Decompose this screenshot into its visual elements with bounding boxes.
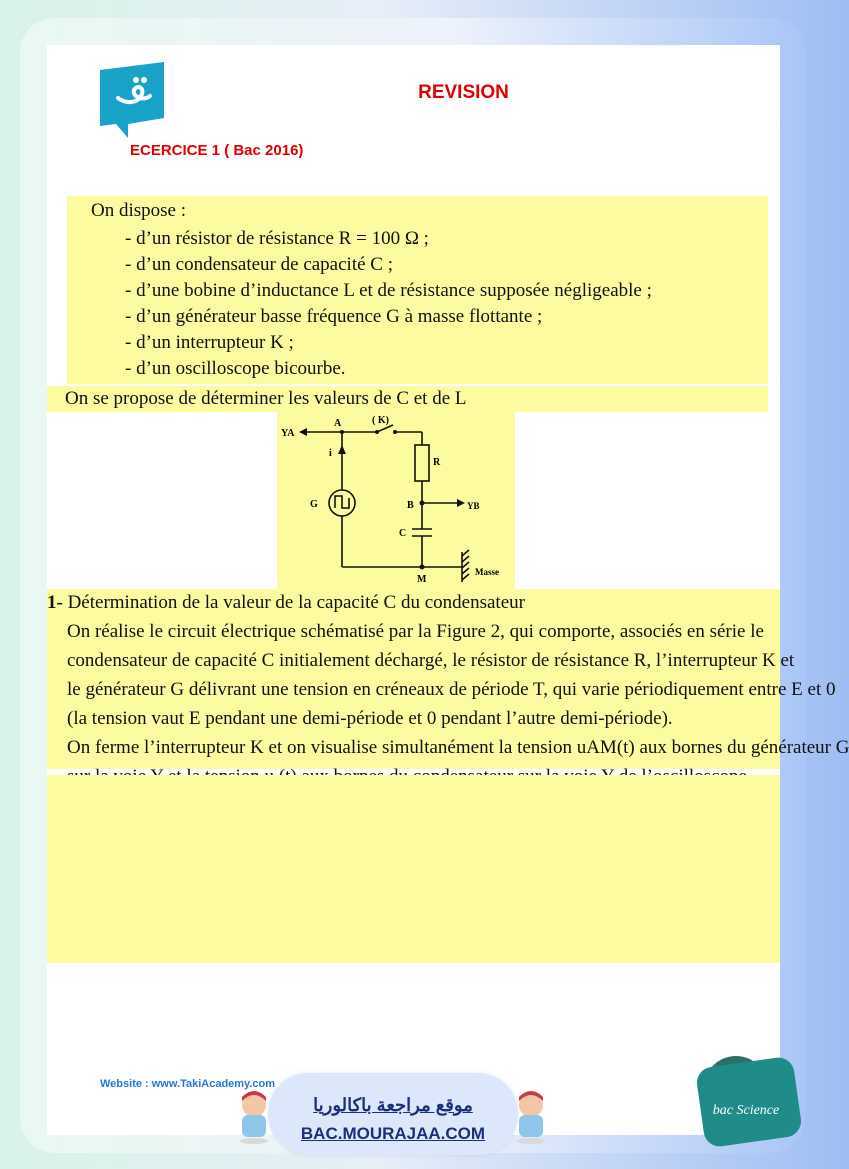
material-item: - d’un interrupteur K ; xyxy=(125,332,294,353)
bac-science-badge xyxy=(686,1052,802,1146)
blank-answer-area xyxy=(47,775,780,963)
label-ya: YA xyxy=(281,428,295,439)
question-title: Détermination de la valeur de la capacité C du condensateur xyxy=(67,592,525,613)
website-link[interactable]: Website : www.TakiAcademy.com xyxy=(100,1078,276,1090)
label-b: B xyxy=(407,500,414,511)
question-heading xyxy=(47,592,525,614)
mascot-right-icon xyxy=(513,1089,549,1145)
paragraph-line: condensateur de capacité C initialement déchargé, le résistor de résistance R, l’interrupteur K et xyxy=(67,650,795,671)
materials-list xyxy=(125,226,652,382)
mascot-left-icon xyxy=(236,1089,272,1145)
propose-text: On se propose de déterminer les valeurs de C et de L xyxy=(65,388,467,409)
banner-url-text[interactable]: BAC.MOURAJAA.COM xyxy=(300,1124,486,1143)
exercise-title: ECERCICE 1 ( Bac 2016) xyxy=(130,142,304,159)
material-item: - d’un condensateur de capacité C ; xyxy=(125,254,393,275)
label-r: R xyxy=(433,457,441,468)
label-m: M xyxy=(417,574,427,585)
banner-arabic-text: موقع مراجعة باكالوريا xyxy=(313,1095,473,1115)
label-c: C xyxy=(399,528,407,539)
circuit-diagram xyxy=(277,412,515,590)
bac-mourajaa-banner[interactable] xyxy=(268,1073,518,1155)
question-block xyxy=(47,589,849,769)
badge-text: bac Science xyxy=(712,1103,780,1118)
label-g: G xyxy=(310,499,318,510)
question-number: 1- xyxy=(47,592,63,613)
label-yb: YB xyxy=(467,501,480,511)
materials-block xyxy=(67,196,768,384)
propose-line xyxy=(47,386,768,412)
label-i: i xyxy=(329,448,332,459)
material-item: - d’un résistor de résistance R = 100 Ω ; xyxy=(125,228,429,249)
paragraph-line: On réalise le circuit électrique schématisé par la Figure 2, qui comporte, associés en série le xyxy=(67,621,764,642)
material-item: - d’une bobine d’inductance L et de résistance supposée négligeable ; xyxy=(125,280,652,301)
materials-intro: On dispose : xyxy=(91,200,186,221)
label-a: A xyxy=(334,418,342,429)
material-item: - d’un générateur basse fréquence G à masse flottante ; xyxy=(125,306,543,327)
label-masse: Masse xyxy=(475,567,499,577)
circuit-schematic xyxy=(277,412,515,590)
paragraph-line: (la tension vaut E pendant une demi-période et 0 pendant l’autre demi-période). xyxy=(67,708,673,729)
label-k: ( K) xyxy=(372,415,389,426)
question-paragraph xyxy=(67,617,849,791)
material-item: - d’un oscilloscope bicourbe. xyxy=(125,358,346,379)
paragraph-line: On ferme l’interrupteur K et on visualise simultanément la tension uAM(t) aux bornes du générateur G xyxy=(67,737,849,758)
paragraph-line: le générateur G délivrant une tension en créneaux de période T, qui varie périodiquement entre E et 0 xyxy=(67,679,836,700)
page-title: REVISION xyxy=(418,82,509,103)
